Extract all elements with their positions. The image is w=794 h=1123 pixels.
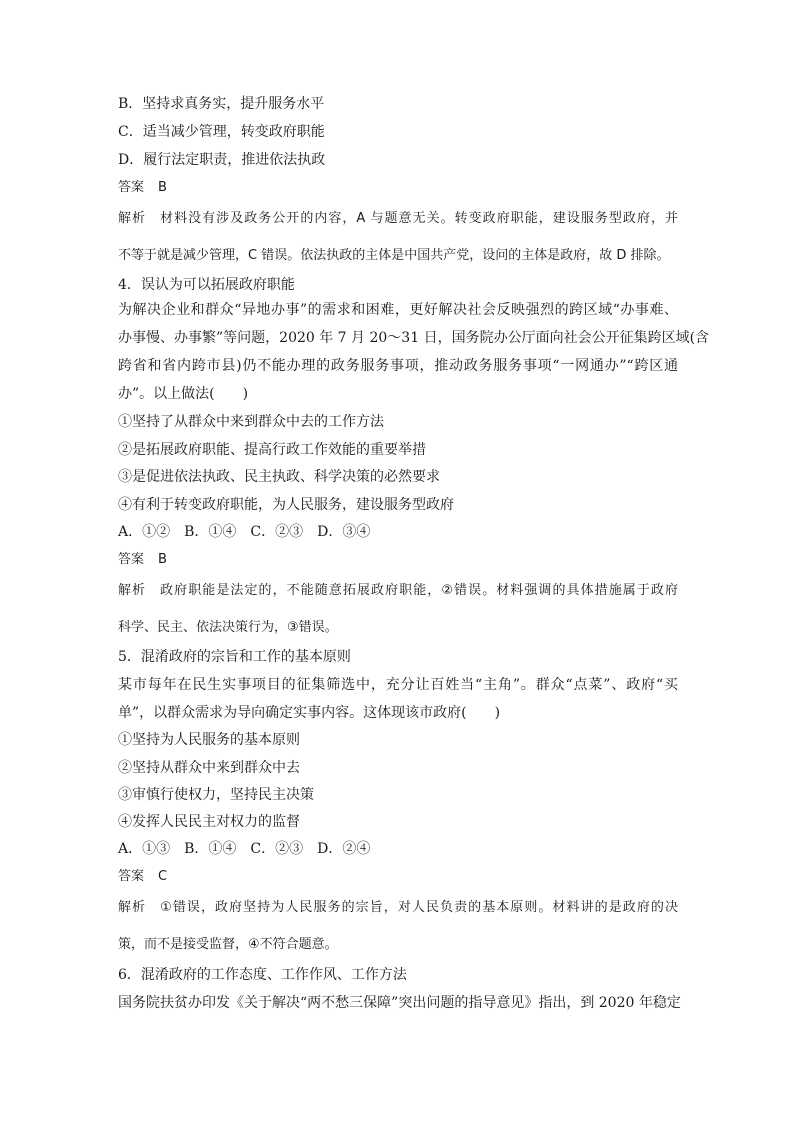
answer-label: 答案	[118, 180, 145, 195]
q3-option-b: B．坚持求真务实，提升服务水平	[118, 96, 325, 112]
q3-analysis-line-2: 不等于就是减少管理，C 错误。依法执政的主体是中国共产党，设问的主体是政府，故 D 排除。	[118, 248, 670, 263]
q5-stem-line-1: 某市每年在民生实事项目的征集筛选中，充分让百姓当“主角”。群众“点菜”、政府“买	[118, 677, 678, 693]
q4-stem-line-1: 为解决企业和群众“异地办事”的需求和困难，更好解决社会反映强烈的跨区域“办事难、	[118, 302, 678, 318]
q5-item-4: ④发挥人民民主对权力的监督	[118, 814, 300, 830]
q5-answer	[118, 868, 167, 886]
answer-label: 答案	[118, 869, 145, 884]
q4-stem-line-3: 跨省和省内跨市县)仍不能办理的政务服务事项，推动政务服务事项“一网通办”“跨区通	[118, 358, 678, 374]
q3-option-d: D．履行法定职责，推进依法执政	[118, 152, 326, 168]
analysis-label: 解析	[118, 900, 147, 915]
q5-item-3: ③审慎行使权力，坚持民主决策	[118, 787, 314, 803]
q4-analysis-line-2: 科学、民主、依法决策行为，③错误。	[118, 620, 338, 635]
analysis-label: 解析	[118, 583, 147, 598]
analysis-text: 政府职能是法定的，不能随意拓展政府职能，②错误。材料强调的具体措施属于政府	[160, 583, 678, 598]
q4-answer	[118, 551, 167, 569]
q5-item-1: ①坚持为人民服务的基本原则	[118, 732, 300, 748]
q5-stem-line-2: 单”，以群众需求为导向确定实事内容。这体现该市政府( )	[118, 705, 501, 721]
q3-analysis-line-1	[118, 210, 678, 228]
q4-analysis-line-1	[118, 582, 678, 600]
analysis-text: ①错误，政府坚持为人民服务的宗旨，对人民负责的基本原则。材料讲的是政府的决	[160, 900, 678, 915]
q4-stem-line-4: 办”。以上做法( )	[118, 386, 249, 402]
q4-item-3: ③是促进依法执政、民主执政、科学决策的必然要求	[118, 469, 440, 485]
answer-value: B	[158, 552, 167, 567]
q4-title: 4．误认为可以拓展政府职能	[118, 277, 295, 293]
q4-stem-line-2: 办事慢、办事繁”等问题，2020 年 7 月 20～31 日，国务院办公厅面向社会公开征集跨区域(含	[118, 330, 710, 346]
q4-options: A．①② B．①④ C．②③ D．③④	[118, 524, 371, 540]
q5-item-2: ②坚持从群众中来到群众中去	[118, 760, 300, 776]
q5-analysis-line-1	[118, 899, 678, 917]
answer-value: B	[158, 180, 167, 195]
q4-item-4: ④有利于转变政府职能，为人民服务，建设服务型政府	[118, 497, 454, 513]
answer-label: 答案	[118, 552, 145, 567]
q6-title: 6．混淆政府的工作态度、工作作风、工作方法	[118, 967, 407, 983]
q4-item-1: ①坚持了从群众中来到群众中去的工作方法	[118, 414, 384, 430]
q3-option-c: C．适当减少管理，转变政府职能	[118, 124, 325, 140]
q5-analysis-line-2: 策，而不是接受监督，④不符合题意。	[118, 937, 338, 952]
analysis-text: 材料没有涉及政务公开的内容，A 与题意无关。转变政府职能，建设服务型政府，并	[160, 211, 678, 226]
q5-title: 5．混淆政府的宗旨和工作的基本原则	[118, 649, 351, 665]
q6-stem-line-1: 国务院扶贫办印发《关于解决“两不愁三保障”突出问题的指导意见》指出，到 2020 年稳定	[118, 995, 681, 1011]
q4-item-2: ②是拓展政府职能、提高行政工作效能的重要举措	[118, 442, 426, 458]
analysis-label: 解析	[118, 211, 147, 226]
answer-value: C	[158, 869, 168, 884]
q5-options: A．①③ B．①④ C．②③ D．②④	[118, 841, 371, 857]
q3-answer	[118, 179, 167, 197]
